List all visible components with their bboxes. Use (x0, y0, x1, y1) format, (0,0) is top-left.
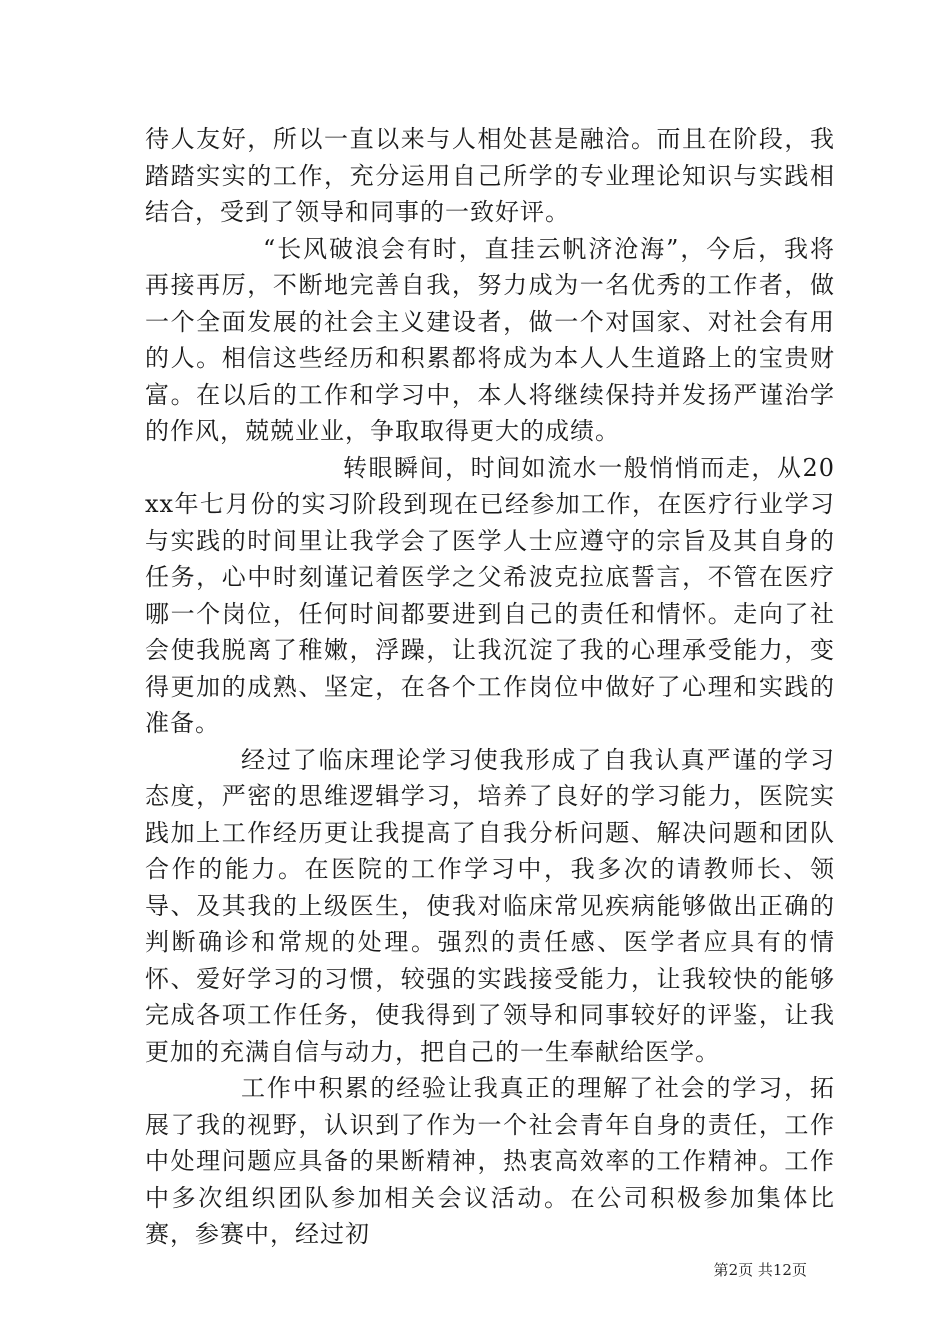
footer-total-pages: 12 (772, 1261, 792, 1279)
paragraph-2: “长风破浪会有时，直挂云帆济沧海”，今后，我将再接再厉，不断地完善自我，努力成为一名优秀的工作者，做一个全面发展的社会主义建设者，做一个对国家、对社会有用的人。相信这些经历和积累都将成为本人人生道路上的宝贵财富。在以后的工作和学习中，本人将继续保持并发扬严谨治学的作风，兢兢业业，争取取得更大的成绩。 (145, 234, 835, 445)
paragraph-4: 经过了临床理论学习使我形成了自我认真严谨的学习态度，严密的思维逻辑学习，培养了良好的学习能力，医院实践加上工作经历更让我提高了自我分析问题、解决问题和团队合作的能力。在医院的工作学习中，我多次的请教师长、领导、及其我的上级医生，使我对临床常见疾病能够做出正确的判断确诊和常规的处理。强烈的责任感、医学者应具有的情怀、爱好学习的习惯，较强的实践接受能力，让我较快的能够完成各项工作任务，使我得到了领导和同事较好的评鉴，让我更加的充满自信与动力，把自己的一生奉献给医学。 (145, 745, 835, 1066)
footer-prefix: 第 (713, 1261, 729, 1279)
footer-current-page: 2 (728, 1261, 739, 1279)
paragraph-3: 转眼瞬间，时间如流水一般悄悄而走，从20xx年七月份的实习阶段到现在已经参加工作，在医疗行业学习与实践的时间里让我学会了医学人士应遵守的宗旨及其自身的任务，心中时刻谨记着医学之父希波克拉底誓言，不管在医疗哪一个岗位，任何时间都要进到自己的责任和情怀。走向了社会使我脱离了稚嫩，浮躁，让我沉淀了我的心理承受能力，变得更加的成熟、坚定，在各个工作岗位中做好了心理和实践的准备。 (145, 453, 835, 737)
footer-middle: 页 共 (738, 1261, 773, 1279)
paragraph-1: 待人友好，所以一直以来与人相处甚是融洽。而且在阶段，我踏踏实实的工作，充分运用自己所学的专业理论知识与实践相结合，受到了领导和同事的一致好评。 (145, 125, 835, 226)
footer-suffix: 页 (791, 1261, 807, 1279)
paragraph-5: 工作中积累的经验让我真正的理解了社会的学习，拓展了我的视野，认识到了作为一个社会青年自身的责任，工作中处理问题应具备的果断精神，热衷高效率的工作精神。工作中多次组织团队参加相关会议活动。在公司积极参加集体比赛，参赛中，经过初 (145, 1074, 835, 1248)
document-body (145, 121, 835, 1253)
page-number-footer (0, 1261, 950, 1279)
